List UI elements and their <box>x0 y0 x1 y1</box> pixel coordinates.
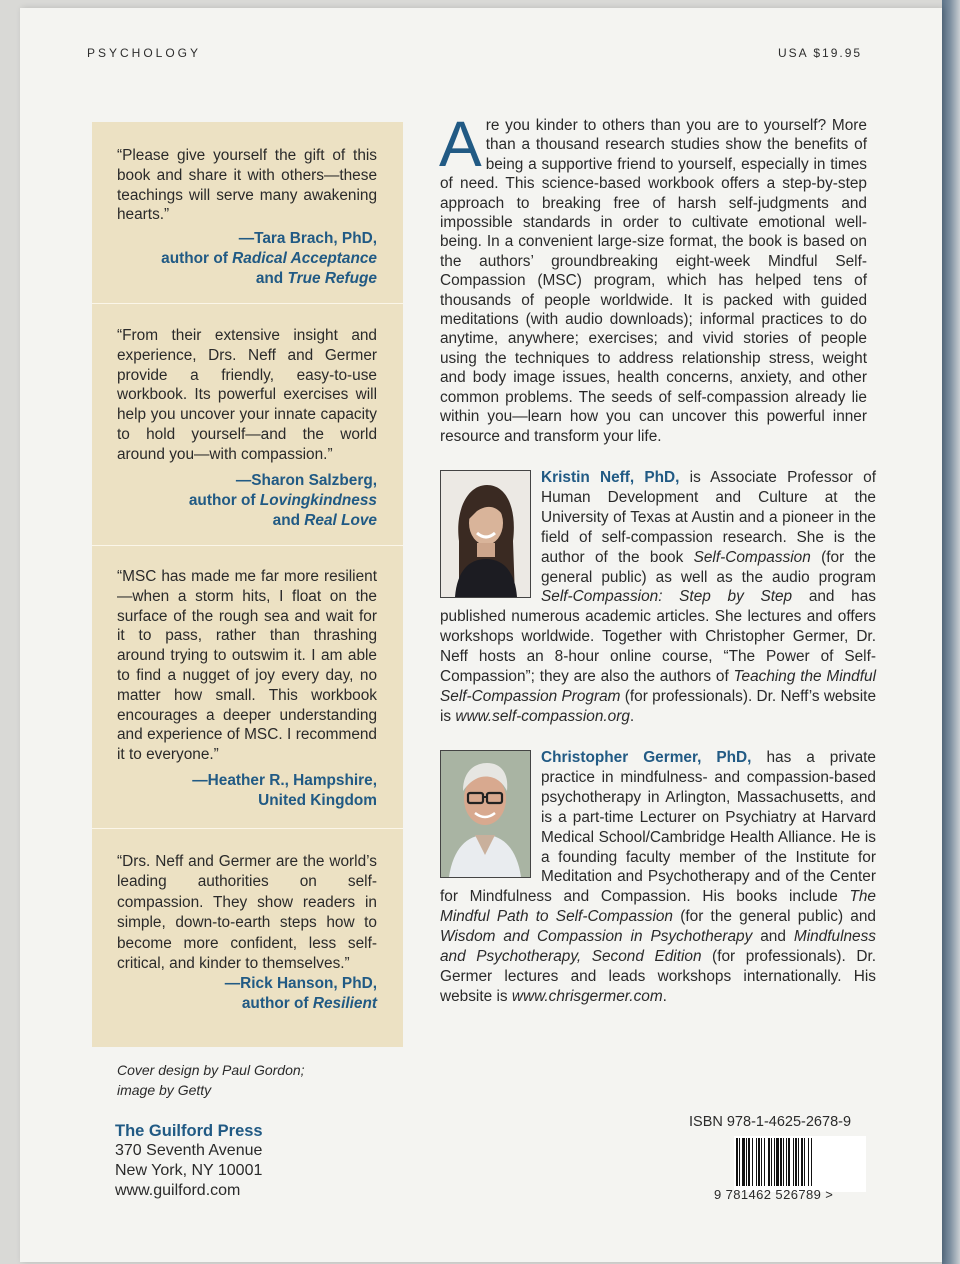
bio-text: (for professionals). Dr. Germer lectures and leads workshops internationally. His website is <box>440 948 876 1005</box>
attribution-name: —Heather R., Hampshire, <box>192 771 377 789</box>
category-label: PSYCHOLOGY <box>87 46 202 60</box>
attribution-book: Radical Acceptance <box>232 250 377 268</box>
portrait-icon <box>441 751 530 877</box>
publisher-name: The Guilford Press <box>115 1122 263 1140</box>
attribution-book: Lovingkindness <box>259 491 377 509</box>
praise-quote-2 <box>117 326 377 531</box>
description-text: re you kinder to others than you are to yourself? More than a thousand research studies show the benefits of being a supportive friend to yourself, especially in times of need. This science-based workbook offers a step-by-step approach to breaking free of harsh self-judgments and impossible standards in order to cultivate emotional well-being. In a convenient large-size format, the book is based on the authors’ groundbreaking eight-week Mindful Self-Compassion (MSC) program, which has helped tens of thousands of people worldwide. It is packed with guided meditations (with audio downloads); informal practices to do anytime, anywhere; exercises; and vivid stories of people using the techniques to address relationship stress, weight and body image issues, health concerns, anxiety, and other common problems. The seeds of self-compassion already lie within you—learn how you can uncover this powerful inner resource and transform your life. <box>440 117 867 445</box>
author-website: www.chrisgermer.com <box>511 987 663 1005</box>
attribution-prefix: author of <box>161 250 233 268</box>
attribution-prefix: author of <box>188 491 260 509</box>
attribution-book-line <box>117 249 377 269</box>
bio-book: Mindfulness and Psychotherapy, Second Edition <box>440 928 876 966</box>
barcode-digits: 9 781462 526789 > <box>714 1187 834 1202</box>
quote-text: “From their extensive insight and experience, Drs. Neff and Germer provide a friendly, easy-to-use workbook. Its powerful exercises will help you uncover your innate capacity to hold yourself—and the world around you—with compassion.” <box>117 327 377 463</box>
author-bio-neff <box>440 468 876 727</box>
isbn-label: ISBN 978-1-4625-2678-9 <box>689 1114 852 1130</box>
portrait-icon <box>441 471 530 597</box>
publisher-address: 370 Seventh Avenue <box>115 1142 263 1159</box>
bio-book: Self-Compassion: Step by Step <box>541 588 793 606</box>
credit-line: Cover design by Paul Gordon; <box>117 1062 305 1078</box>
praise-quote-4 <box>117 852 377 1014</box>
bio-book: Self-Compassion <box>693 548 811 566</box>
bio-text: has a private practice in mindfulness- and compassion-based psychotherapy in Arlington, Massachusetts, and is a part-time Lecturer on Psychiatry at Harvard Medical School/Cambridge Health Alliance. He is a founding faculty member of the Institute for Meditation and Psychotherapy and of the Center for Mindfulness and Compassion. His books include <box>440 749 876 906</box>
author-website: www.self-compassion.org <box>455 707 630 725</box>
bio-text: is Associate Professor of Human Development and Culture at the University of Texas at Austin and a pioneer in the field of self-compassion research. She is the author of the book <box>541 469 876 566</box>
praise-quote-1 <box>117 146 377 289</box>
attribution-book: True Refuge <box>287 270 377 288</box>
attribution-location: United Kingdom <box>258 791 377 809</box>
attribution-book-line <box>117 511 377 531</box>
quote-text: “Please give yourself the gift of this book and share it with others—these teachings will serve many awakening hearts.” <box>117 147 377 224</box>
quote-text: “MSC has made me far more resilient—when a storm hits, I float on the surface of the rough sea and wait for it to pass, rather than thrashing around trying to outswim it. I am able to find a nugget of joy every day, no matter how small. This workbook encourages a deeper understanding and experience of MSC. I recommend it to everyone.” <box>117 568 377 764</box>
book-description <box>439 108 867 446</box>
attribution-book: Resilient <box>312 995 377 1013</box>
author-name: Kristin Neff, PhD, <box>541 469 680 486</box>
panel-divider <box>92 828 403 829</box>
publisher-city: New York, NY 10001 <box>115 1162 263 1179</box>
price-label: USA $19.95 <box>778 46 863 60</box>
bio-text: and <box>752 928 794 946</box>
cover-credit <box>117 1060 305 1100</box>
author-photo-germer <box>440 750 531 878</box>
drop-cap: A <box>439 108 482 180</box>
author-name: Christopher Germer, PhD, <box>541 749 752 766</box>
quote-attribution <box>117 229 377 289</box>
bio-book: Wisdom and Compassion in Psychotherapy <box>440 928 753 946</box>
bio-text: and has published numerous academic articles. She lectures and offers workshops worldwide. Together with Christopher Germer, Dr. Neff hosts an 8-hour online course, “The Power of Self-Compassion”; they are also the authors of <box>440 588 877 686</box>
publisher-block <box>115 1121 263 1201</box>
attribution-book-line <box>117 491 377 511</box>
quote-attribution <box>117 771 377 811</box>
attribution-name: —Sharon Salzberg, <box>235 471 377 489</box>
book-spine-edge <box>942 0 960 1264</box>
quote-text: “Drs. Neff and Germer are the world’s leading authorities on self-compassion. They show readers in simple, down-to-earth steps how to become more confident, less self-critical, and kinder to themselves.” <box>117 853 377 973</box>
attribution-book-line <box>117 994 377 1014</box>
barcode-icon <box>734 1136 866 1188</box>
bio-text: . <box>662 987 667 1005</box>
bio-text: (for the general public) and <box>673 908 876 926</box>
praise-quote-3 <box>117 567 377 811</box>
quote-attribution <box>117 471 377 531</box>
attribution-book: Real Love <box>304 511 377 529</box>
bio-book: The Mindful Path to Self-Compassion <box>440 888 876 926</box>
author-bio-germer <box>440 748 876 1007</box>
publisher-website: www.guilford.com <box>115 1182 241 1199</box>
attribution-name: —Rick Hanson, PhD, <box>224 975 377 993</box>
credit-line: image by Getty <box>117 1082 212 1098</box>
panel-divider <box>92 303 403 304</box>
bio-text: . <box>629 707 635 725</box>
attribution-prefix: author of <box>241 995 313 1013</box>
quote-attribution <box>117 974 377 1014</box>
bio-text: (for the general public) as well as the audio program <box>541 548 876 586</box>
bio-book: Teaching the Mindful Self-Compassion Program <box>440 668 876 705</box>
barcode <box>734 1136 866 1192</box>
bio-text: (for professionals). Dr. Neff’s website is <box>440 687 877 725</box>
author-photo-neff <box>440 470 531 598</box>
attribution-join: and <box>255 270 288 288</box>
attribution-book-line <box>117 269 377 289</box>
attribution-name: —Tara Brach, PhD, <box>238 230 377 248</box>
attribution-join: and <box>272 511 305 529</box>
panel-divider <box>92 545 403 546</box>
